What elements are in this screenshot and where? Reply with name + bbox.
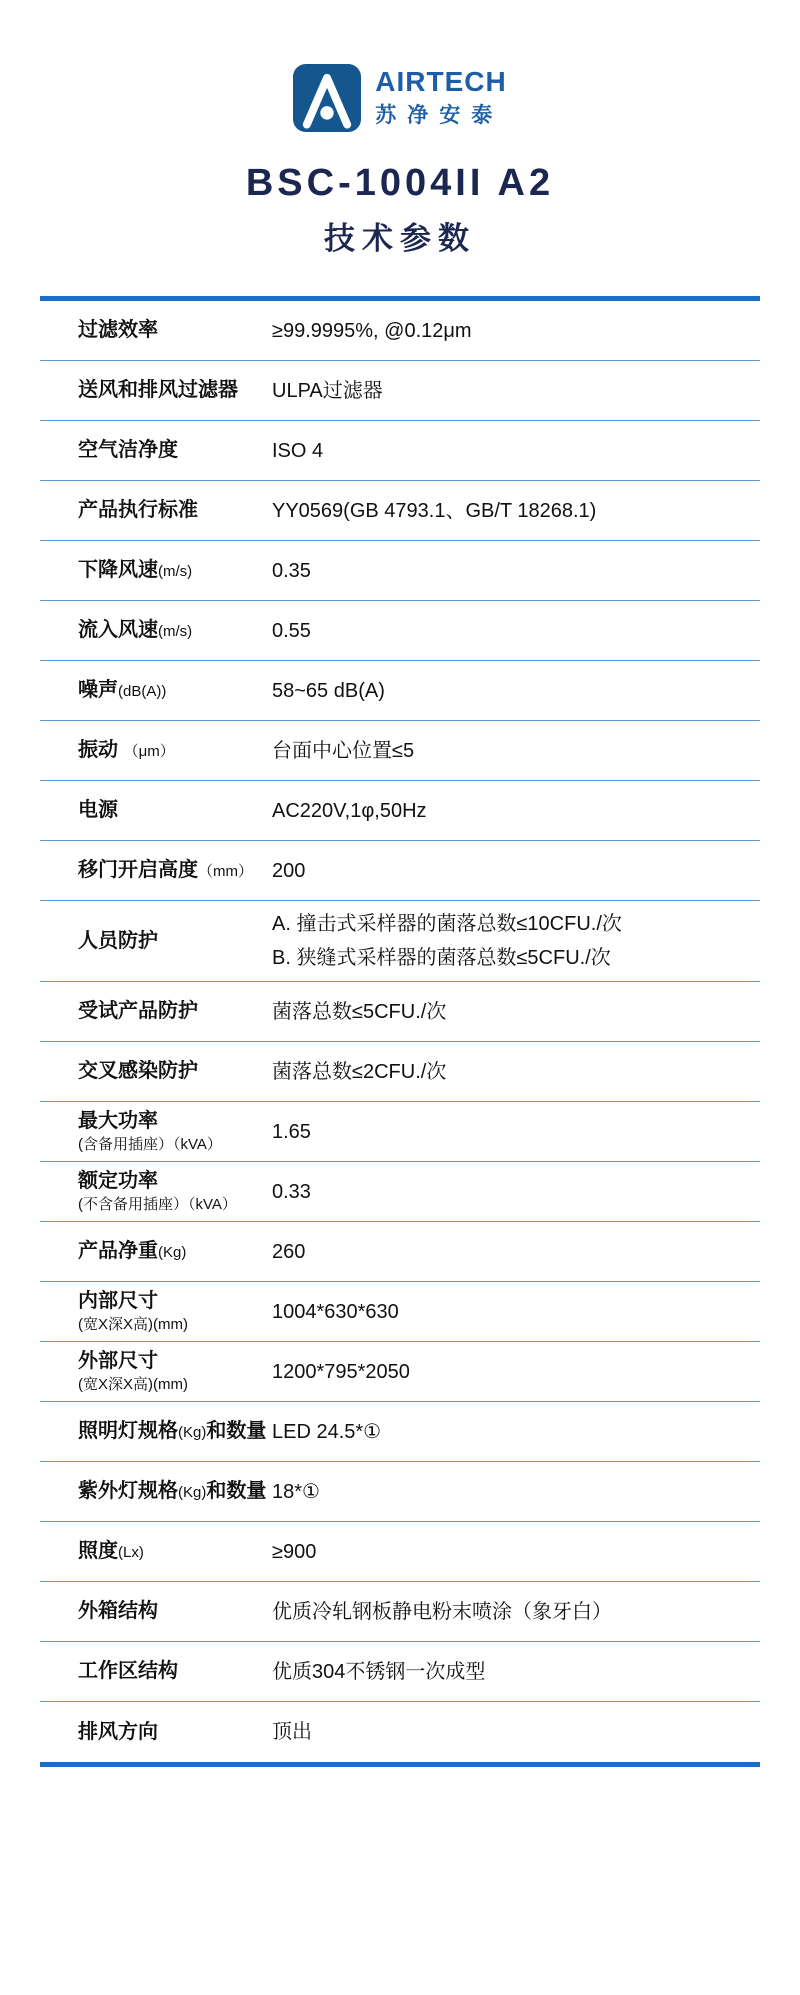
table-row (40, 481, 760, 541)
page-title-model: BSC-1004II A2 (245, 162, 555, 204)
table-row (40, 1702, 760, 1762)
table-row (40, 1222, 760, 1282)
row-value: 58~65 dB(A) (272, 679, 385, 702)
row-label: 产品净重(Kg) (78, 1240, 187, 1262)
row-value: YY0569(GB 4793.1、GB/T 18268.1) (272, 499, 597, 522)
table-row (40, 1462, 760, 1522)
row-value: ≥900 (272, 1540, 317, 1563)
row-label: 送风和排风过滤器 (78, 379, 238, 401)
page-header (0, 0, 800, 258)
table-row (40, 1582, 760, 1642)
row-value: ISO 4 (272, 439, 324, 462)
row-value: 200 (272, 859, 306, 882)
row-label: 过滤效率 (78, 319, 158, 341)
row-label: 外箱结构 (78, 1600, 158, 1622)
row-value: ULPA过滤器 (272, 379, 383, 402)
row-value: 0.33 (272, 1180, 311, 1203)
row-label: 产品执行标准 (78, 499, 198, 521)
row-label: 受试产品防护 (78, 1000, 198, 1022)
row-value: LED 24.5*① (272, 1420, 382, 1443)
row-value: 0.55 (272, 619, 311, 642)
row-value: AC220V,1φ,50Hz (272, 799, 427, 822)
row-label-sub: (宽X深X高)(mm) (78, 1315, 188, 1333)
table-row (40, 1042, 760, 1102)
table-row (40, 1162, 760, 1222)
row-label: 交叉感染防护 (78, 1060, 198, 1082)
airtech-a-mark-icon (293, 64, 361, 132)
row-value: 顶出 (272, 1721, 312, 1743)
row-label: 排风方向 (78, 1720, 158, 1743)
row-label: 最大功率 (含备用插座）（kVA） (40, 1109, 272, 1155)
table-row (40, 721, 760, 781)
row-label: 照度(Lx) (78, 1540, 144, 1562)
page-subtitle: 技术参数 (324, 221, 476, 256)
row-label: 移门开启高度（mm） (78, 859, 253, 881)
table-row (40, 301, 760, 361)
brand-name: AIRTECH (375, 65, 507, 97)
table-row (40, 1642, 760, 1702)
table-row (40, 361, 760, 421)
table-row (40, 901, 760, 982)
row-value: 1.65 (272, 1120, 311, 1143)
table-row (40, 1342, 760, 1402)
row-label: 工作区结构 (78, 1660, 178, 1682)
row-value: A. 撞击式采样器的菌落总数≤10CFU./次 B. 狭缝式采样器的菌落总数≤5CFU./次 (272, 913, 622, 969)
table-row (40, 601, 760, 661)
row-label: 下降风速(m/s) (78, 559, 193, 581)
row-label: 紫外灯规格(Kg)和数量 (78, 1480, 267, 1502)
row-label: 电源 (78, 799, 118, 821)
row-label: 照明灯规格(Kg)和数量 (78, 1420, 267, 1442)
row-label: 流入风速(m/s) (78, 619, 193, 641)
table-row (40, 1522, 760, 1582)
table-row (40, 421, 760, 481)
row-label-sub: (宽X深X高)(mm) (78, 1375, 188, 1393)
row-value: 菌落总数≤5CFU./次 (272, 1000, 447, 1023)
row-label: 振动 （μm） (78, 739, 175, 761)
row-label: 额定功率 (不含备用插座）（kVA） (40, 1169, 272, 1215)
table-row (40, 841, 760, 901)
row-value: 优质冷轧钢板静电粉末喷涂（象牙白） (272, 1600, 612, 1623)
row-label: 人员防护 (78, 929, 158, 952)
row-value: 0.35 (272, 559, 311, 582)
row-value: 18*① (272, 1480, 320, 1503)
brand-logo (0, 64, 800, 132)
row-value: 260 (272, 1240, 306, 1263)
table-row (40, 1402, 760, 1462)
table-row (40, 982, 760, 1042)
brand-name-chinese: 苏净安泰 (375, 104, 504, 128)
row-label: 空气洁净度 (78, 439, 178, 461)
spec-table (40, 296, 760, 1767)
table-row (40, 1102, 760, 1162)
table-row (40, 1282, 760, 1342)
row-value: 1200*795*2050 (272, 1360, 410, 1383)
row-value: 台面中心位置≤5 (272, 739, 415, 762)
table-row (40, 541, 760, 601)
table-row (40, 661, 760, 721)
row-label: 内部尺寸 (宽X深X高)(mm) (40, 1289, 272, 1335)
row-value: 1004*630*630 (272, 1300, 399, 1323)
row-label: 噪声(dB(A)) (78, 679, 167, 701)
row-label: 外部尺寸 (宽X深X高)(mm) (40, 1349, 272, 1395)
brand-text (375, 67, 506, 129)
row-label-sub: (不含备用插座）（kVA） (78, 1195, 237, 1213)
table-row (40, 781, 760, 841)
row-value: ≥99.9995%, @0.12μm (272, 319, 472, 342)
row-label-sub: (含备用插座）（kVA） (78, 1135, 222, 1153)
row-value: 优质304不锈钢一次成型 (272, 1660, 486, 1683)
row-value: 菌落总数≤2CFU./次 (272, 1060, 447, 1083)
